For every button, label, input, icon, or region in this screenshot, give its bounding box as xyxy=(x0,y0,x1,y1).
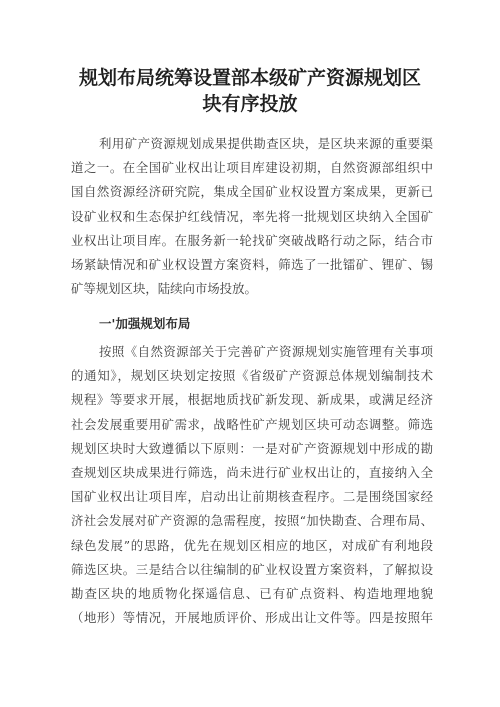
paragraph-line: 绿色发展”的思路，优先在规划区相应的地区，对成矿有利地段 xyxy=(71,537,433,553)
document-title-line-2: 块有序投放 xyxy=(202,93,298,115)
paragraph-line: 勘查区块的地质物化探遥信息、已有矿点资料、构造地理地貌 xyxy=(71,585,433,601)
section-paragraph xyxy=(71,340,433,630)
paragraph-line: 查规划区块成果进行筛选，尚未进行矿业权出让的，直接纳入全 xyxy=(71,464,433,480)
paragraph-line: 的通知》，规划区块划定按照《省级矿产资源总体规划编制技术 xyxy=(71,368,433,384)
document-title-line-1: 规划布局统筹设置部本级矿产资源规划区 xyxy=(78,67,421,89)
paragraph-line: 设矿业权和生态保护红线情况，率先将一批规划区块纳入全国矿 xyxy=(71,208,433,224)
paragraph-line: 规程》等要求开展，根据地质找矿新发现、新成果，或满足经济 xyxy=(71,392,433,408)
paragraph-line: 筛选区块。三是结合以往编制的矿业权设置方案资料，了解拟设 xyxy=(71,561,433,577)
paragraph-line: 业权出让项目库。在服务新一轮找矿突破战略行动之际，结合市 xyxy=(71,232,433,248)
paragraph-line: 按照《自然资源部关于完善矿产资源规划实施管理有关事项 xyxy=(99,344,433,359)
paragraph-line: 规划区块时大致遵循以下原则：一是对矿产资源规划中形成的勘 xyxy=(71,440,433,456)
paragraph-line: 国自然资源经济研究院，集成全国矿业权设置方案成果，更新已 xyxy=(71,184,433,200)
section-heading: 一'加强规划布局 xyxy=(99,316,191,331)
paragraph-line: 社会发展重要用矿需求，战略性矿产规划区块可动态调整。筛选 xyxy=(71,416,433,432)
paragraph-line: 利用矿产资源规划成果提供勘查区块，是区块来源的重要渠 xyxy=(99,136,433,151)
paragraph-line: 道之一。在全国矿业权出让项目库建设初期，自然资源部组织中 xyxy=(71,160,433,176)
paragraph-line: 济社会发展对矿产资源的急需程度，按照“加快勘查、合理布局、 xyxy=(71,513,433,529)
intro-paragraph xyxy=(71,132,433,301)
paragraph-line: 场紧缺情况和矿业权设置方案资料，筛选了一批镭矿、锂矿、锡 xyxy=(71,256,433,272)
paragraph-line: 国矿业权出让项目库，启动出让前期核查程序。二是围绕国家经 xyxy=(71,489,433,505)
paragraph-line: （地形）等情况，开展地质评价、形成出让文件等。四是按照年 xyxy=(71,610,433,626)
paragraph-line: 矿等规划区块，陆续向市场投放。 xyxy=(71,281,257,297)
